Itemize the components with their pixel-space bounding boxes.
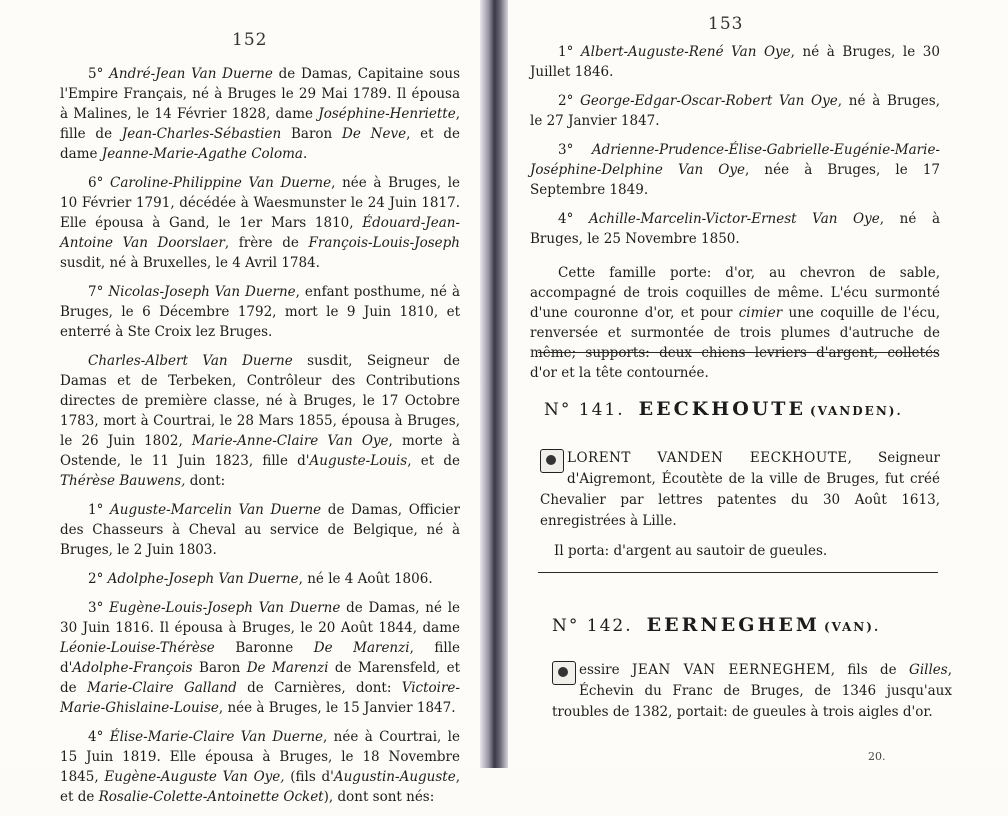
- left-page: [0, 0, 480, 805]
- entry-141-heading: [544, 398, 903, 420]
- ornamental-initial-l-icon: [540, 449, 564, 473]
- entry-141-number: N° 141.: [544, 400, 625, 420]
- section-divider-1: [538, 352, 938, 353]
- paragraph-child-1: 1° Auguste-Marcelin Van Duerne de Damas, Officier des Chasseurs à Cheval au service de Belgique, né à Bruges, le 2 Juin 1803.: [60, 502, 461, 558]
- entry-141-text: LORENT VANDEN EECKHOUTE, Seigneur d'Aigremont, Écoutète de la ville de Bruges, fut créé Chevalier par lettres patentes du 30 Août 1613, enregistrées à Lille.: [540, 450, 940, 529]
- entry-142-heading: [552, 614, 880, 636]
- right-text-column: [530, 42, 940, 392]
- page-number-right: 153: [708, 14, 744, 34]
- paragraph-5: 5° André-Jean Van Duerne de Damas, Capitaine sous l'Empire Français, né à Bruges le 29 Mai 1789. Il épousa à Malines, le 14 Février 1828, dame Joséphine-Henriette, fille de Jean-Charles-Sébastien Baron De Neve, et de dame Jeanne-Marie-Agathe Coloma.: [60, 66, 461, 162]
- paragraph-child-2: 2° Adolphe-Joseph Van Duerne, né le 4 Août 1806.: [88, 571, 433, 587]
- entry-141-particle: (VANDEN).: [809, 404, 903, 418]
- entry-141-body: [540, 448, 940, 571]
- signature-mark: 20.: [868, 750, 886, 763]
- entry-141-name: EECKHOUTE: [638, 398, 806, 420]
- entry-142-name: EERNEGHEM: [646, 614, 820, 636]
- entry-142-text: essire JEAN VAN EERNEGHEM, fils de Gilles, Échevin du Franc de Bruges, de 1346 jusqu'aux troubles de 1382, portait: de gueules à trois aigles d'or.: [552, 662, 952, 720]
- entry-142-number: N° 142.: [552, 616, 633, 636]
- paragraph-arms-van-oye: Cette famille porte: d'or, au chevron de sable, accompagné de trois coquilles de même. L'écu surmonté d'une couronne d'or, et pour cimier une coquille de l'écu, renversée et surmontée de trois plumes d'autruche de même; supports: deux chiens levriers d'argent, colletés d'or et la tête contournée.: [530, 265, 940, 381]
- paragraph-van-oye-3: 3° Adrienne-Prudence-Élise-Gabrielle-Eugénie-Marie-Joséphine-Delphine Van Oye, née à Bruges, le 17 Septembre 1849.: [530, 142, 940, 198]
- ornamental-initial-m-icon: [552, 661, 576, 685]
- entry-142-particle: (VAN).: [823, 620, 881, 634]
- paragraph-7: 7° Nicolas-Joseph Van Duerne, enfant posthume, né à Bruges, le 6 Décembre 1792, mort le 9 Juin 1810, et enterré à Ste Croix lez Bruges.: [60, 284, 460, 340]
- left-text-column: [60, 64, 460, 816]
- paragraph-van-oye-4: 4° Achille-Marcelin-Victor-Ernest Van Oye, né à Bruges, le 25 Novembre 1850.: [530, 211, 940, 247]
- page-number-left: 152: [232, 30, 268, 50]
- book-gutter: [480, 0, 508, 768]
- right-page: [508, 0, 1008, 768]
- paragraph-van-oye-2: 2° George-Edgar-Oscar-Robert Van Oye, né à Bruges, le 27 Janvier 1847.: [530, 93, 940, 129]
- paragraph-van-oye-1: 1° Albert-Auguste-René Van Oye, né à Bruges, le 30 Juillet 1846.: [530, 44, 940, 80]
- entry-141-arms: Il porta: d'argent au sautoir de gueules.: [554, 543, 828, 559]
- paragraph-child-3: 3° Eugène-Louis-Joseph Van Duerne de Damas, né le 30 Juin 1816. Il épousa à Bruges, le 20 Août 1844, dame Léonie-Louise-Thérèse Baronne De Marenzi, fille d'Adolphe-François Baron De Marenzi de Marensfeld, et de Marie-Claire Galland de Carnières, dont: Victoire-Marie-Ghislaine-Louise, née à Bruges, le 15 Janvier 1847.: [60, 600, 461, 716]
- paragraph-child-4: 4° Élise-Marie-Claire Van Duerne, née à Courtrai, le 15 Juin 1819. Elle épousa à Bruges, le 18 Novembre 1845, Eugène-Auguste Van Oye, (fils d'Augustin-Auguste, et de Rosalie-Colette-Antoinette Ocket), dont sont nés:: [60, 729, 460, 805]
- paragraph-charles-albert: Charles-Albert Van Duerne susdit, Seigneur de Damas et de Terbeken, Contrôleur des Contributions directes de première classe, né à Bruges, le 17 Octobre 1783, mort à Courtrai, le 28 Mars 1855, épousa à Bruges, le 26 Juin 1802, Marie-Anne-Claire Van Oye, morte à Ostende, le 11 Juin 1823, fille d'Auguste-Louis, et de Thérèse Bauwens, dont:: [60, 353, 460, 489]
- paragraph-6: 6° Caroline-Philippine Van Duerne, née à Bruges, le 10 Février 1791, décédée à Waesmunster le 24 Juin 1817. Elle épousa à Gand, le 1er Mars 1810, Édouard-Jean-Antoine Van Doorslaer, frère de François-Louis-Joseph susdit, né à Bruxelles, le 4 Avril 1784.: [60, 175, 461, 271]
- entry-142-body: [552, 660, 952, 732]
- section-divider-2: [538, 572, 938, 573]
